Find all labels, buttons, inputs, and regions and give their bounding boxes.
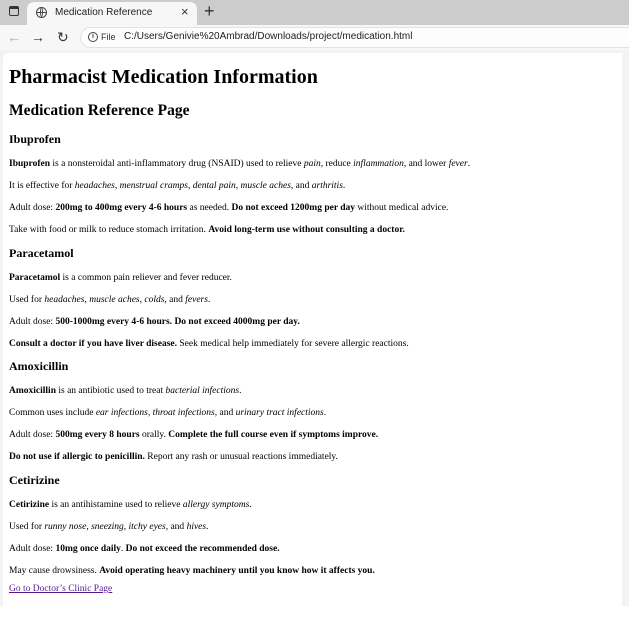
medication-paragraph: Amoxicillin is an antibiotic used to treat bacterial infections. bbox=[9, 386, 242, 396]
medication-paragraph: Take with food or milk to reduce stomach irritation. Avoid long-term use without consulting a doctor. bbox=[9, 225, 405, 235]
browser-toolbar bbox=[0, 25, 629, 50]
url-text[interactable]: C:/Users/Genivie%20Ambrad/Downloads/project/medication.html bbox=[124, 31, 413, 42]
new-tab-button[interactable]: + bbox=[204, 1, 215, 21]
file-security-label: File bbox=[101, 32, 116, 42]
medication-paragraph: Common uses include ear infections, throat infections, and urinary tract infections. bbox=[9, 408, 327, 418]
back-arrow-icon[interactable]: ← bbox=[7, 29, 21, 45]
medication-paragraph: Paracetamol is a common pain reliever and fever reducer. bbox=[9, 273, 232, 283]
medication-paragraph: It is effective for headaches, menstrual cramps, dental pain, muscle aches, and arthritis. bbox=[9, 181, 346, 191]
reload-icon[interactable]: ↻ bbox=[57, 29, 69, 45]
page-title: Pharmacist Medication Information bbox=[9, 66, 318, 88]
close-tab-icon[interactable]: × bbox=[181, 4, 189, 19]
medication-paragraph: Ibuprofen is a nonsteroidal anti-inflammatory drug (NSAID) used to relieve pain, reduce inflammation, and lower fever. bbox=[9, 159, 471, 169]
tab-title: Medication Reference bbox=[55, 7, 153, 18]
medication-paragraph: Adult dose: 500mg every 8 hours orally. Complete the full course even if symptoms improve. bbox=[9, 430, 379, 440]
medication-paragraph: Used for runny nose, sneezing, itchy eyes, and hives. bbox=[9, 522, 209, 532]
globe-icon bbox=[36, 7, 47, 18]
tab-actions-icon[interactable] bbox=[9, 6, 19, 16]
medication-heading: Ibuprofen bbox=[9, 132, 61, 146]
medication-paragraph: May cause drowsiness. Avoid operating heavy machinery until you know how it affects you. bbox=[9, 566, 375, 576]
medication-heading: Amoxicillin bbox=[9, 359, 69, 373]
medication-heading: Cetirizine bbox=[9, 473, 60, 487]
address-bar[interactable] bbox=[80, 27, 629, 48]
medication-paragraph: Consult a doctor if you have liver disease. Seek medical help immediately for severe allergic reactions. bbox=[9, 339, 409, 349]
tab-bar bbox=[0, 0, 629, 25]
page-subtitle: Medication Reference Page bbox=[9, 102, 190, 119]
info-icon[interactable]: i bbox=[88, 32, 98, 42]
doctors-clinic-link[interactable]: Go to Doctor’s Clinic Page bbox=[9, 584, 113, 594]
medication-paragraph: Adult dose: 500-1000mg every 4-6 hours. Do not exceed 4000mg per day. bbox=[9, 317, 300, 327]
medication-paragraph: Used for headaches, muscle aches, colds, and fevers. bbox=[9, 295, 211, 305]
medication-paragraph: Do not use if allergic to penicillin. Report any rash or unusual reactions immediately. bbox=[9, 452, 338, 462]
tab-medication-reference[interactable] bbox=[27, 2, 197, 25]
medication-paragraph: Cetirizine is an antihistamine used to relieve allergy symptoms. bbox=[9, 500, 252, 510]
page-content bbox=[3, 53, 622, 606]
medication-paragraph: Adult dose: 10mg once daily. Do not exceed the recommended dose. bbox=[9, 544, 280, 554]
medication-heading: Paracetamol bbox=[9, 246, 74, 260]
forward-arrow-icon[interactable]: → bbox=[31, 29, 45, 45]
medication-paragraph: Adult dose: 200mg to 400mg every 4-6 hours as needed. Do not exceed 1200mg per day without medical advice. bbox=[9, 203, 449, 213]
